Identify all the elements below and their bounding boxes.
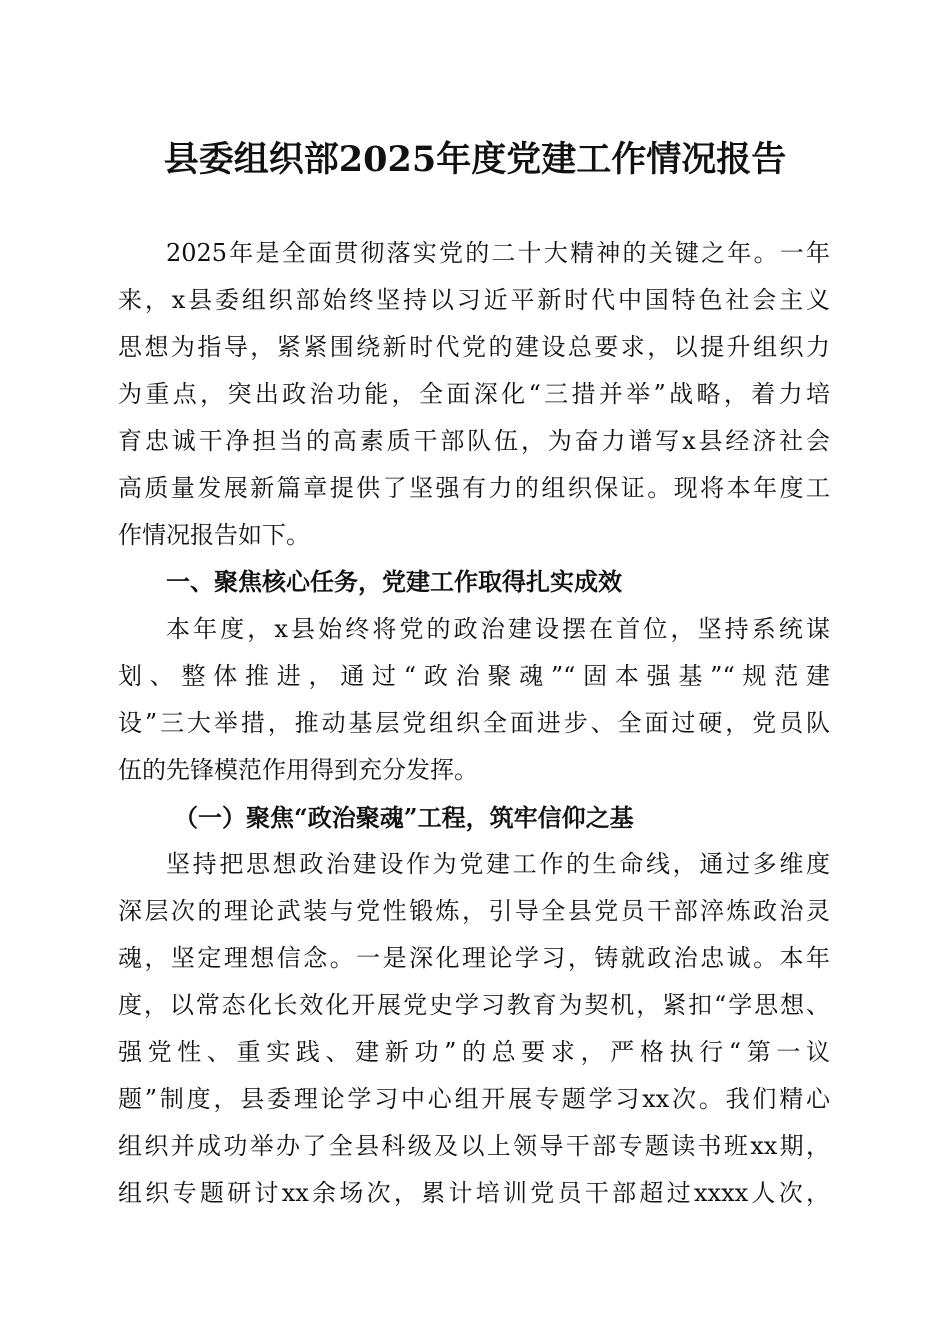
paragraph-line: 组织并成功举办了全县科级及以上领导干部专题读书班xx期， [118, 1132, 830, 1160]
paragraph-line: 2025年是全面贯彻落实党的二十大精神的关键之年。一年 [166, 239, 830, 267]
paragraph-line: 魂，坚定理想信念。一是深化理论学习，铸就政治忠诚。本年 [118, 944, 830, 972]
paragraph-line: 设”三大举措，推动基层党组织全面进步、全面过硬，党员队 [118, 709, 830, 737]
document-title: 县委组织部2025年度党建工作情况报告 [163, 139, 787, 180]
subsection-paragraph [118, 841, 830, 1217]
paragraph-line: 题”制度，县委理论学习中心组开展专题学习xx次。我们精心 [118, 1085, 830, 1113]
paragraph-line: 思想为指导，紧紧围绕新时代党的建设总要求，以提升组织力 [118, 333, 830, 361]
document-body [118, 230, 830, 1217]
subsection-heading: （一）聚焦“政治聚魂”工程，筑牢信仰之基 [174, 803, 634, 832]
paragraph-line: 坚持把思想政治建设作为党建工作的生命线，通过多维度 [166, 850, 830, 878]
section-paragraph [118, 606, 830, 794]
paragraph-line: 强党性、重实践、建新功”的总要求，严格执行“第一议 [118, 1038, 830, 1066]
paragraph-line: 度，以常态化长效化开展党史学习教育为契机，紧扣“学思想、 [118, 991, 830, 1019]
intro-paragraph [118, 230, 830, 559]
paragraph-line: 为重点，突出政治功能，全面深化“三措并举”战略，着力培 [118, 380, 830, 408]
paragraph-line: 来，x县委组织部始终坚持以习近平新时代中国特色社会主义 [118, 286, 830, 314]
paragraph-line: 本年度，x县始终将党的政治建设摆在首位，坚持系统谋 [166, 615, 830, 643]
paragraph-line: 育忠诚干净担当的高素质干部队伍，为奋力谱写x县经济社会 [118, 427, 830, 455]
section-heading: 一、聚焦核心任务，党建工作取得扎实成效 [166, 568, 622, 596]
paragraph-line: 组织专题研讨xx余场次，累计培训党员干部超过xxxx人次， [118, 1179, 830, 1207]
paragraph-line: 作情况报告如下。 [118, 521, 310, 549]
paragraph-line: 划、整体推进，通过“政治聚魂”“固本强基”“规范建 [118, 662, 830, 690]
paragraph-line: 伍的先锋模范作用得到充分发挥。 [118, 756, 478, 784]
paragraph-line: 深层次的理论武装与党性锻炼，引导全县党员干部淬炼政治灵 [118, 897, 830, 925]
paragraph-line: 高质量发展新篇章提供了坚强有力的组织保证。现将本年度工 [118, 474, 830, 502]
